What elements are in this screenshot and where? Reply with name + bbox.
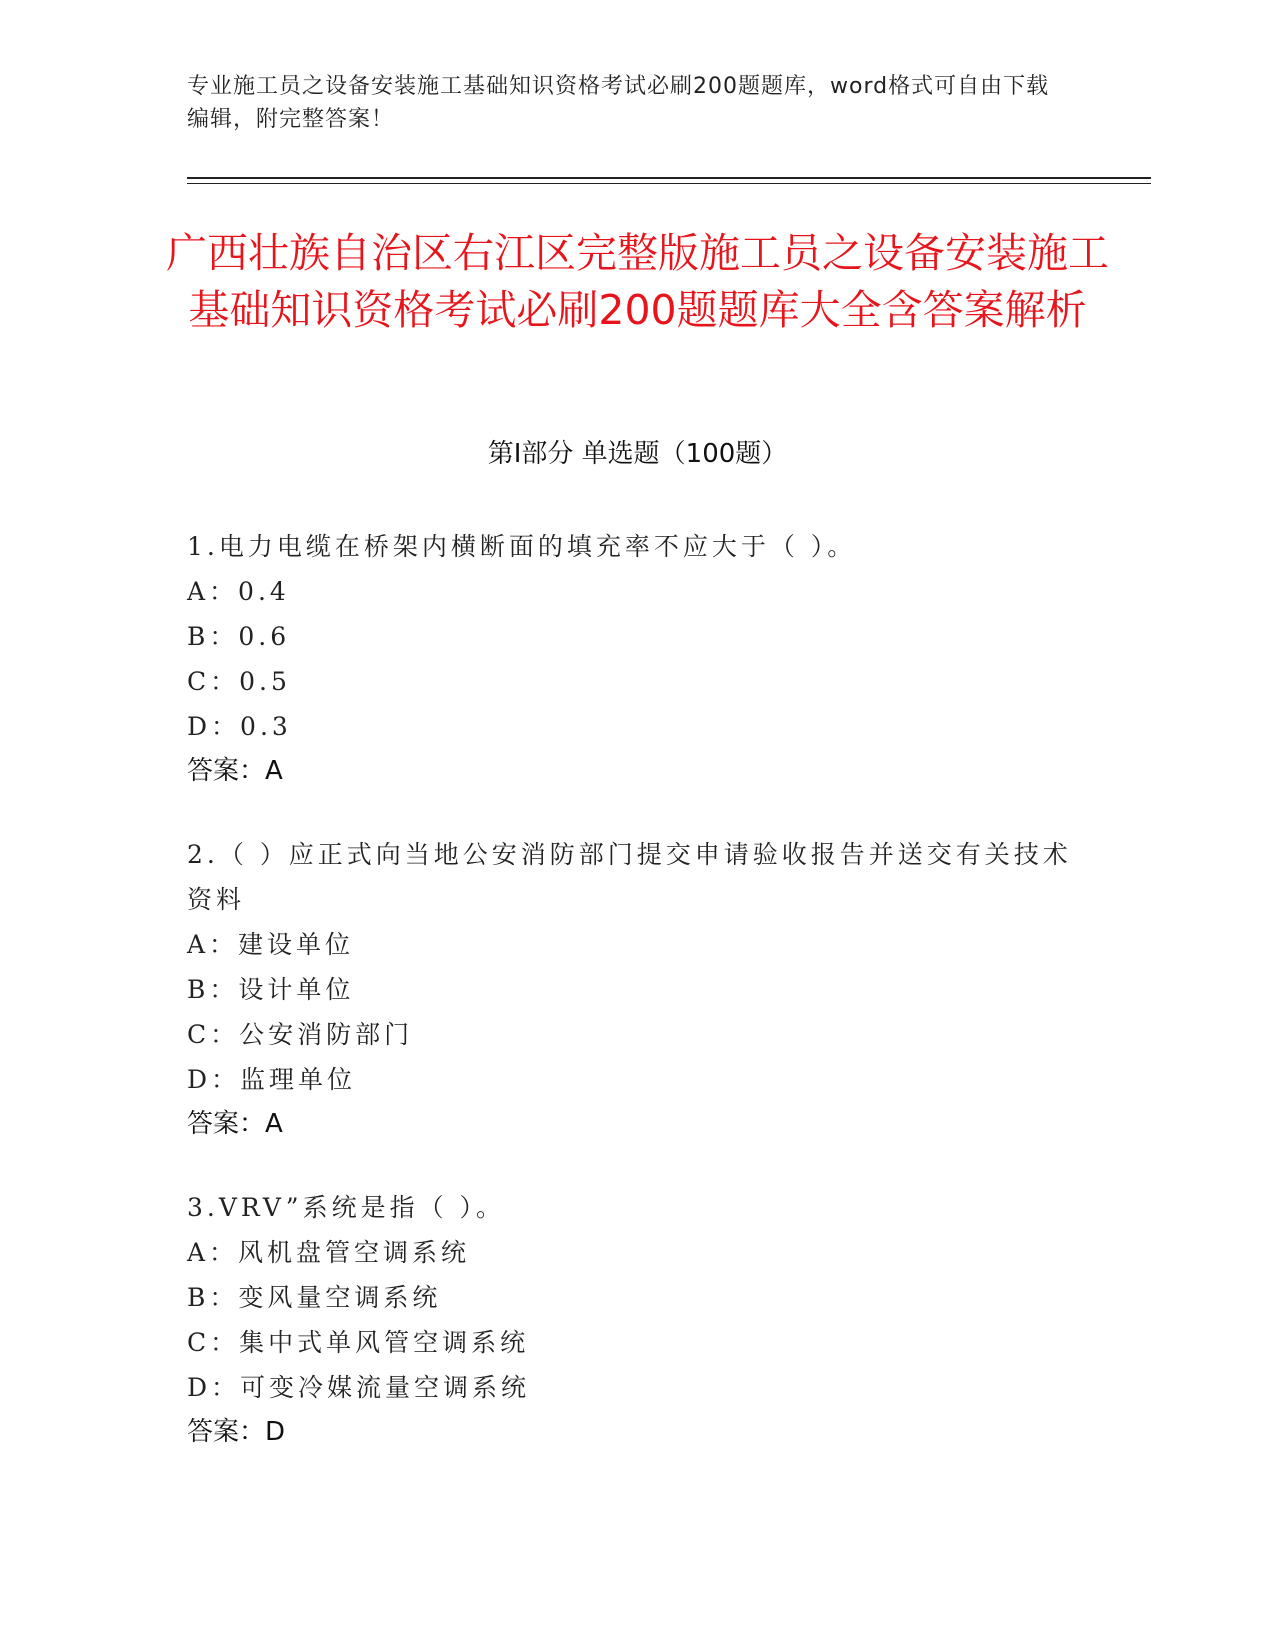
question-stem: 1.电力电缆在桥架内横断面的填充率不应大于（ ）。 — [187, 532, 857, 561]
option-d: D：0.3 — [187, 712, 292, 741]
question-3 — [187, 1185, 1087, 1455]
option-c: C：集中式单风管空调系统 — [187, 1328, 530, 1357]
option-a: A：0.4 — [187, 577, 290, 606]
option-b: B：设计单位 — [187, 975, 355, 1004]
option-d: D：可变冷媒流量空调系统 — [187, 1373, 531, 1402]
header-note: 专业施工员之设备安装施工基础知识资格考试必刷200题题库，word格式可自由下载编辑，附完整答案！ — [187, 74, 1050, 132]
option-b: B：变风量空调系统 — [187, 1283, 442, 1312]
question-2 — [187, 832, 1087, 1147]
question-1 — [187, 524, 1087, 794]
question-stem: 3.VRV”系统是指（ ）。 — [187, 1193, 506, 1222]
question-stem: 2.（ ）应正式向当地公安消防部门提交申请验收报告并送交有关技术资料 — [187, 840, 1072, 914]
option-c: C：公安消防部门 — [187, 1020, 414, 1049]
option-a: A：风机盘管空调系统 — [187, 1238, 471, 1267]
option-a: A：建设单位 — [187, 930, 355, 959]
document-title: 广西壮族自治区右江区完整版施工员之设备安装施工基础知识资格考试必刷200题题库大全含答案解析 — [166, 229, 1109, 334]
option-d: D：监理单位 — [187, 1065, 357, 1094]
header-divider-thin — [187, 183, 1151, 184]
section-title: 第Ⅰ部分 单选题（100题） — [487, 439, 788, 469]
answer: 答案：D — [187, 1417, 286, 1447]
answer: 答案：A — [187, 756, 283, 786]
header-divider-thick — [187, 177, 1151, 179]
option-b: B：0.6 — [187, 622, 291, 651]
question-list — [187, 524, 1087, 1493]
option-c: C：0.5 — [187, 667, 291, 696]
answer: 答案：A — [187, 1109, 283, 1139]
